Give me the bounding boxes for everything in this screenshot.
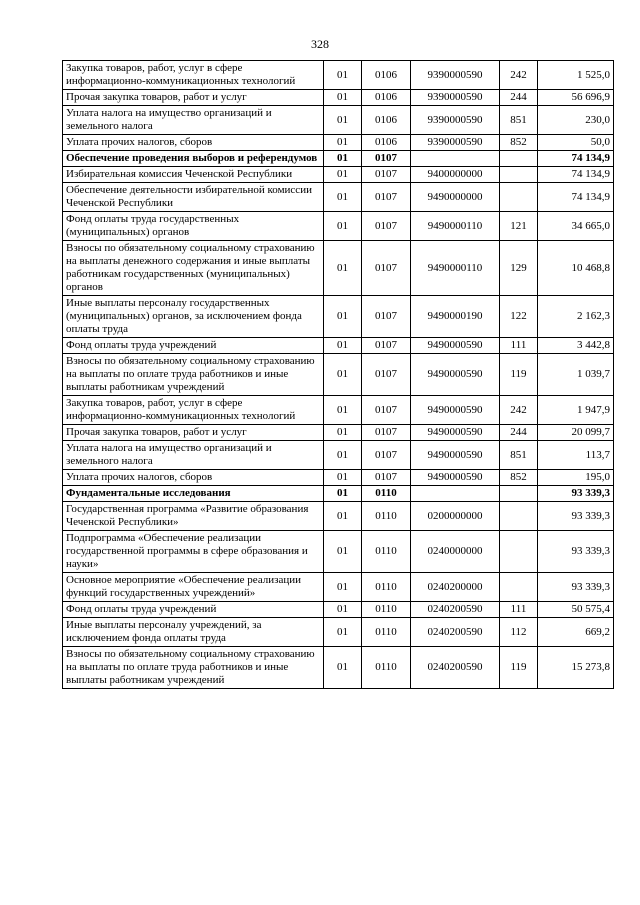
row-amount: 93 339,3 xyxy=(538,531,614,573)
row-target-code: 9490000590 xyxy=(411,441,500,470)
row-name: Фонд оплаты труда учреждений xyxy=(63,602,324,618)
row-amount: 56 696,9 xyxy=(538,90,614,106)
row-name: Прочая закупка товаров, работ и услуг xyxy=(63,425,324,441)
row-target-code: 9390000590 xyxy=(411,90,500,106)
row-ministry-code: 01 xyxy=(324,647,362,689)
row-expense-type xyxy=(500,573,538,602)
row-target-code: 9390000590 xyxy=(411,61,500,90)
row-amount: 113,7 xyxy=(538,441,614,470)
row-target-code xyxy=(411,486,500,502)
budget-table xyxy=(62,60,614,689)
row-target-code: 9490000000 xyxy=(411,183,500,212)
row-ministry-code: 01 xyxy=(324,212,362,241)
table-row xyxy=(63,470,614,486)
page-number: 328 xyxy=(311,37,329,51)
row-ministry-code: 01 xyxy=(324,183,362,212)
row-name: Иные выплаты персоналу государственных (муниципальных) органов, за исключением фонда оплаты труда xyxy=(63,296,324,338)
row-section-code: 0110 xyxy=(362,618,411,647)
table-row xyxy=(63,425,614,441)
row-target-code: 9390000590 xyxy=(411,135,500,151)
row-ministry-code: 01 xyxy=(324,296,362,338)
row-name: Прочая закупка товаров, работ и услуг xyxy=(63,90,324,106)
row-expense-type: 111 xyxy=(500,602,538,618)
row-target-code: 0240200590 xyxy=(411,647,500,689)
row-expense-type xyxy=(500,502,538,531)
row-section-code: 0107 xyxy=(362,241,411,296)
table-row xyxy=(63,531,614,573)
row-name: Обеспечение деятельности избирательной комиссии Чеченской Республики xyxy=(63,183,324,212)
row-expense-type xyxy=(500,183,538,212)
row-section-code: 0110 xyxy=(362,531,411,573)
row-ministry-code: 01 xyxy=(324,241,362,296)
row-expense-type xyxy=(500,151,538,167)
row-ministry-code: 01 xyxy=(324,573,362,602)
row-section-code: 0107 xyxy=(362,212,411,241)
row-name: Избирательная комиссия Чеченской Республики xyxy=(63,167,324,183)
row-name: Уплата налога на имущество организаций и земельного налога xyxy=(63,106,324,135)
row-name: Закупка товаров, работ, услуг в сфере информационно-коммуникационных технологий xyxy=(63,61,324,90)
row-name: Фонд оплаты труда учреждений xyxy=(63,338,324,354)
row-name: Иные выплаты персоналу учреждений, за исключением фонда оплаты труда xyxy=(63,618,324,647)
row-name: Основное мероприятие «Обеспечение реализации функций государственных учреждений» xyxy=(63,573,324,602)
row-ministry-code: 01 xyxy=(324,602,362,618)
table-row xyxy=(63,106,614,135)
table-row xyxy=(63,502,614,531)
row-name: Обеспечение проведения выборов и референдумов xyxy=(63,151,324,167)
row-amount: 74 134,9 xyxy=(538,183,614,212)
row-name: Взносы по обязательному социальному страхованию на выплаты по оплате труда работников и иные выплаты работникам учреждений xyxy=(63,354,324,396)
row-ministry-code: 01 xyxy=(324,618,362,647)
row-section-code: 0107 xyxy=(362,425,411,441)
row-section-code: 0107 xyxy=(362,151,411,167)
row-target-code: 0240200590 xyxy=(411,602,500,618)
row-ministry-code: 01 xyxy=(324,470,362,486)
row-section-code: 0107 xyxy=(362,183,411,212)
row-expense-type: 242 xyxy=(500,61,538,90)
table-row xyxy=(63,647,614,689)
row-section-code: 0110 xyxy=(362,647,411,689)
row-section-code: 0110 xyxy=(362,573,411,602)
row-amount: 669,2 xyxy=(538,618,614,647)
row-target-code: 9490000590 xyxy=(411,470,500,486)
table-row xyxy=(63,396,614,425)
row-section-code: 0106 xyxy=(362,135,411,151)
row-expense-type xyxy=(500,486,538,502)
row-expense-type: 244 xyxy=(500,90,538,106)
row-target-code: 9490000110 xyxy=(411,212,500,241)
row-name: Уплата налога на имущество организаций и земельного налога xyxy=(63,441,324,470)
row-amount: 230,0 xyxy=(538,106,614,135)
row-target-code: 9490000110 xyxy=(411,241,500,296)
row-ministry-code: 01 xyxy=(324,135,362,151)
row-ministry-code: 01 xyxy=(324,167,362,183)
row-section-code: 0106 xyxy=(362,90,411,106)
table-row xyxy=(63,602,614,618)
row-section-code: 0110 xyxy=(362,602,411,618)
row-name: Уплата прочих налогов, сборов xyxy=(63,470,324,486)
row-ministry-code: 01 xyxy=(324,106,362,135)
row-amount: 50,0 xyxy=(538,135,614,151)
row-target-code: 0240200000 xyxy=(411,573,500,602)
table-row xyxy=(63,90,614,106)
table-row xyxy=(63,151,614,167)
row-target-code: 0200000000 xyxy=(411,502,500,531)
table-row xyxy=(63,61,614,90)
row-name: Закупка товаров, работ, услуг в сфере информационно-коммуникационных технологий xyxy=(63,396,324,425)
row-ministry-code: 01 xyxy=(324,354,362,396)
row-amount: 50 575,4 xyxy=(538,602,614,618)
row-expense-type: 851 xyxy=(500,106,538,135)
row-section-code: 0107 xyxy=(362,338,411,354)
row-target-code: 9390000590 xyxy=(411,106,500,135)
row-ministry-code: 01 xyxy=(324,151,362,167)
row-amount: 2 162,3 xyxy=(538,296,614,338)
row-amount: 93 339,3 xyxy=(538,486,614,502)
table-row xyxy=(63,296,614,338)
row-amount: 10 468,8 xyxy=(538,241,614,296)
row-amount: 1 039,7 xyxy=(538,354,614,396)
row-name: Фонд оплаты труда государственных (муниципальных) органов xyxy=(63,212,324,241)
row-target-code xyxy=(411,151,500,167)
row-ministry-code: 01 xyxy=(324,61,362,90)
row-ministry-code: 01 xyxy=(324,90,362,106)
row-expense-type xyxy=(500,167,538,183)
table-row xyxy=(63,573,614,602)
row-ministry-code: 01 xyxy=(324,531,362,573)
row-expense-type: 852 xyxy=(500,135,538,151)
row-target-code: 9490000590 xyxy=(411,425,500,441)
row-name: Взносы по обязательному социальному страхованию на выплаты по оплате труда работников и иные выплаты работникам учреждений xyxy=(63,647,324,689)
row-ministry-code: 01 xyxy=(324,441,362,470)
row-expense-type: 119 xyxy=(500,354,538,396)
row-amount: 34 665,0 xyxy=(538,212,614,241)
row-target-code: 9490000190 xyxy=(411,296,500,338)
table-row xyxy=(63,241,614,296)
row-name: Фундаментальные исследования xyxy=(63,486,324,502)
row-expense-type: 121 xyxy=(500,212,538,241)
row-amount: 20 099,7 xyxy=(538,425,614,441)
row-name: Подпрограмма «Обеспечение реализации государственной программы в сфере образования и науки» xyxy=(63,531,324,573)
table-row xyxy=(63,441,614,470)
row-target-code: 9400000000 xyxy=(411,167,500,183)
row-section-code: 0107 xyxy=(362,354,411,396)
row-amount: 3 442,8 xyxy=(538,338,614,354)
row-target-code: 9490000590 xyxy=(411,338,500,354)
row-section-code: 0107 xyxy=(362,296,411,338)
row-amount: 1 525,0 xyxy=(538,61,614,90)
row-expense-type: 242 xyxy=(500,396,538,425)
row-expense-type: 851 xyxy=(500,441,538,470)
table-row xyxy=(63,338,614,354)
table-row xyxy=(63,618,614,647)
row-ministry-code: 01 xyxy=(324,396,362,425)
row-expense-type: 119 xyxy=(500,647,538,689)
row-ministry-code: 01 xyxy=(324,338,362,354)
table-row xyxy=(63,212,614,241)
row-amount: 93 339,3 xyxy=(538,502,614,531)
row-name: Взносы по обязательному социальному страхованию на выплаты денежного содержания и иные выплаты работникам государственных (муниципальных) органов xyxy=(63,241,324,296)
row-amount: 1 947,9 xyxy=(538,396,614,425)
row-expense-type: 112 xyxy=(500,618,538,647)
row-section-code: 0107 xyxy=(362,470,411,486)
row-amount: 195,0 xyxy=(538,470,614,486)
table-row xyxy=(63,167,614,183)
row-section-code: 0107 xyxy=(362,441,411,470)
row-amount: 93 339,3 xyxy=(538,573,614,602)
row-name: Государственная программа «Развитие образования Чеченской Республики» xyxy=(63,502,324,531)
table-row xyxy=(63,183,614,212)
row-target-code: 0240000000 xyxy=(411,531,500,573)
row-name: Уплата прочих налогов, сборов xyxy=(63,135,324,151)
row-expense-type: 122 xyxy=(500,296,538,338)
table-row xyxy=(63,486,614,502)
row-ministry-code: 01 xyxy=(324,425,362,441)
row-amount: 74 134,9 xyxy=(538,167,614,183)
row-expense-type: 852 xyxy=(500,470,538,486)
row-expense-type xyxy=(500,531,538,573)
row-amount: 74 134,9 xyxy=(538,151,614,167)
row-expense-type: 111 xyxy=(500,338,538,354)
row-section-code: 0107 xyxy=(362,167,411,183)
row-section-code: 0107 xyxy=(362,396,411,425)
table-row xyxy=(63,135,614,151)
row-section-code: 0106 xyxy=(362,61,411,90)
table-row xyxy=(63,354,614,396)
row-section-code: 0110 xyxy=(362,502,411,531)
row-target-code: 0240200590 xyxy=(411,618,500,647)
row-section-code: 0106 xyxy=(362,106,411,135)
row-target-code: 9490000590 xyxy=(411,354,500,396)
row-expense-type: 129 xyxy=(500,241,538,296)
row-section-code: 0110 xyxy=(362,486,411,502)
row-amount: 15 273,8 xyxy=(538,647,614,689)
row-ministry-code: 01 xyxy=(324,486,362,502)
row-ministry-code: 01 xyxy=(324,502,362,531)
row-expense-type: 244 xyxy=(500,425,538,441)
row-target-code: 9490000590 xyxy=(411,396,500,425)
